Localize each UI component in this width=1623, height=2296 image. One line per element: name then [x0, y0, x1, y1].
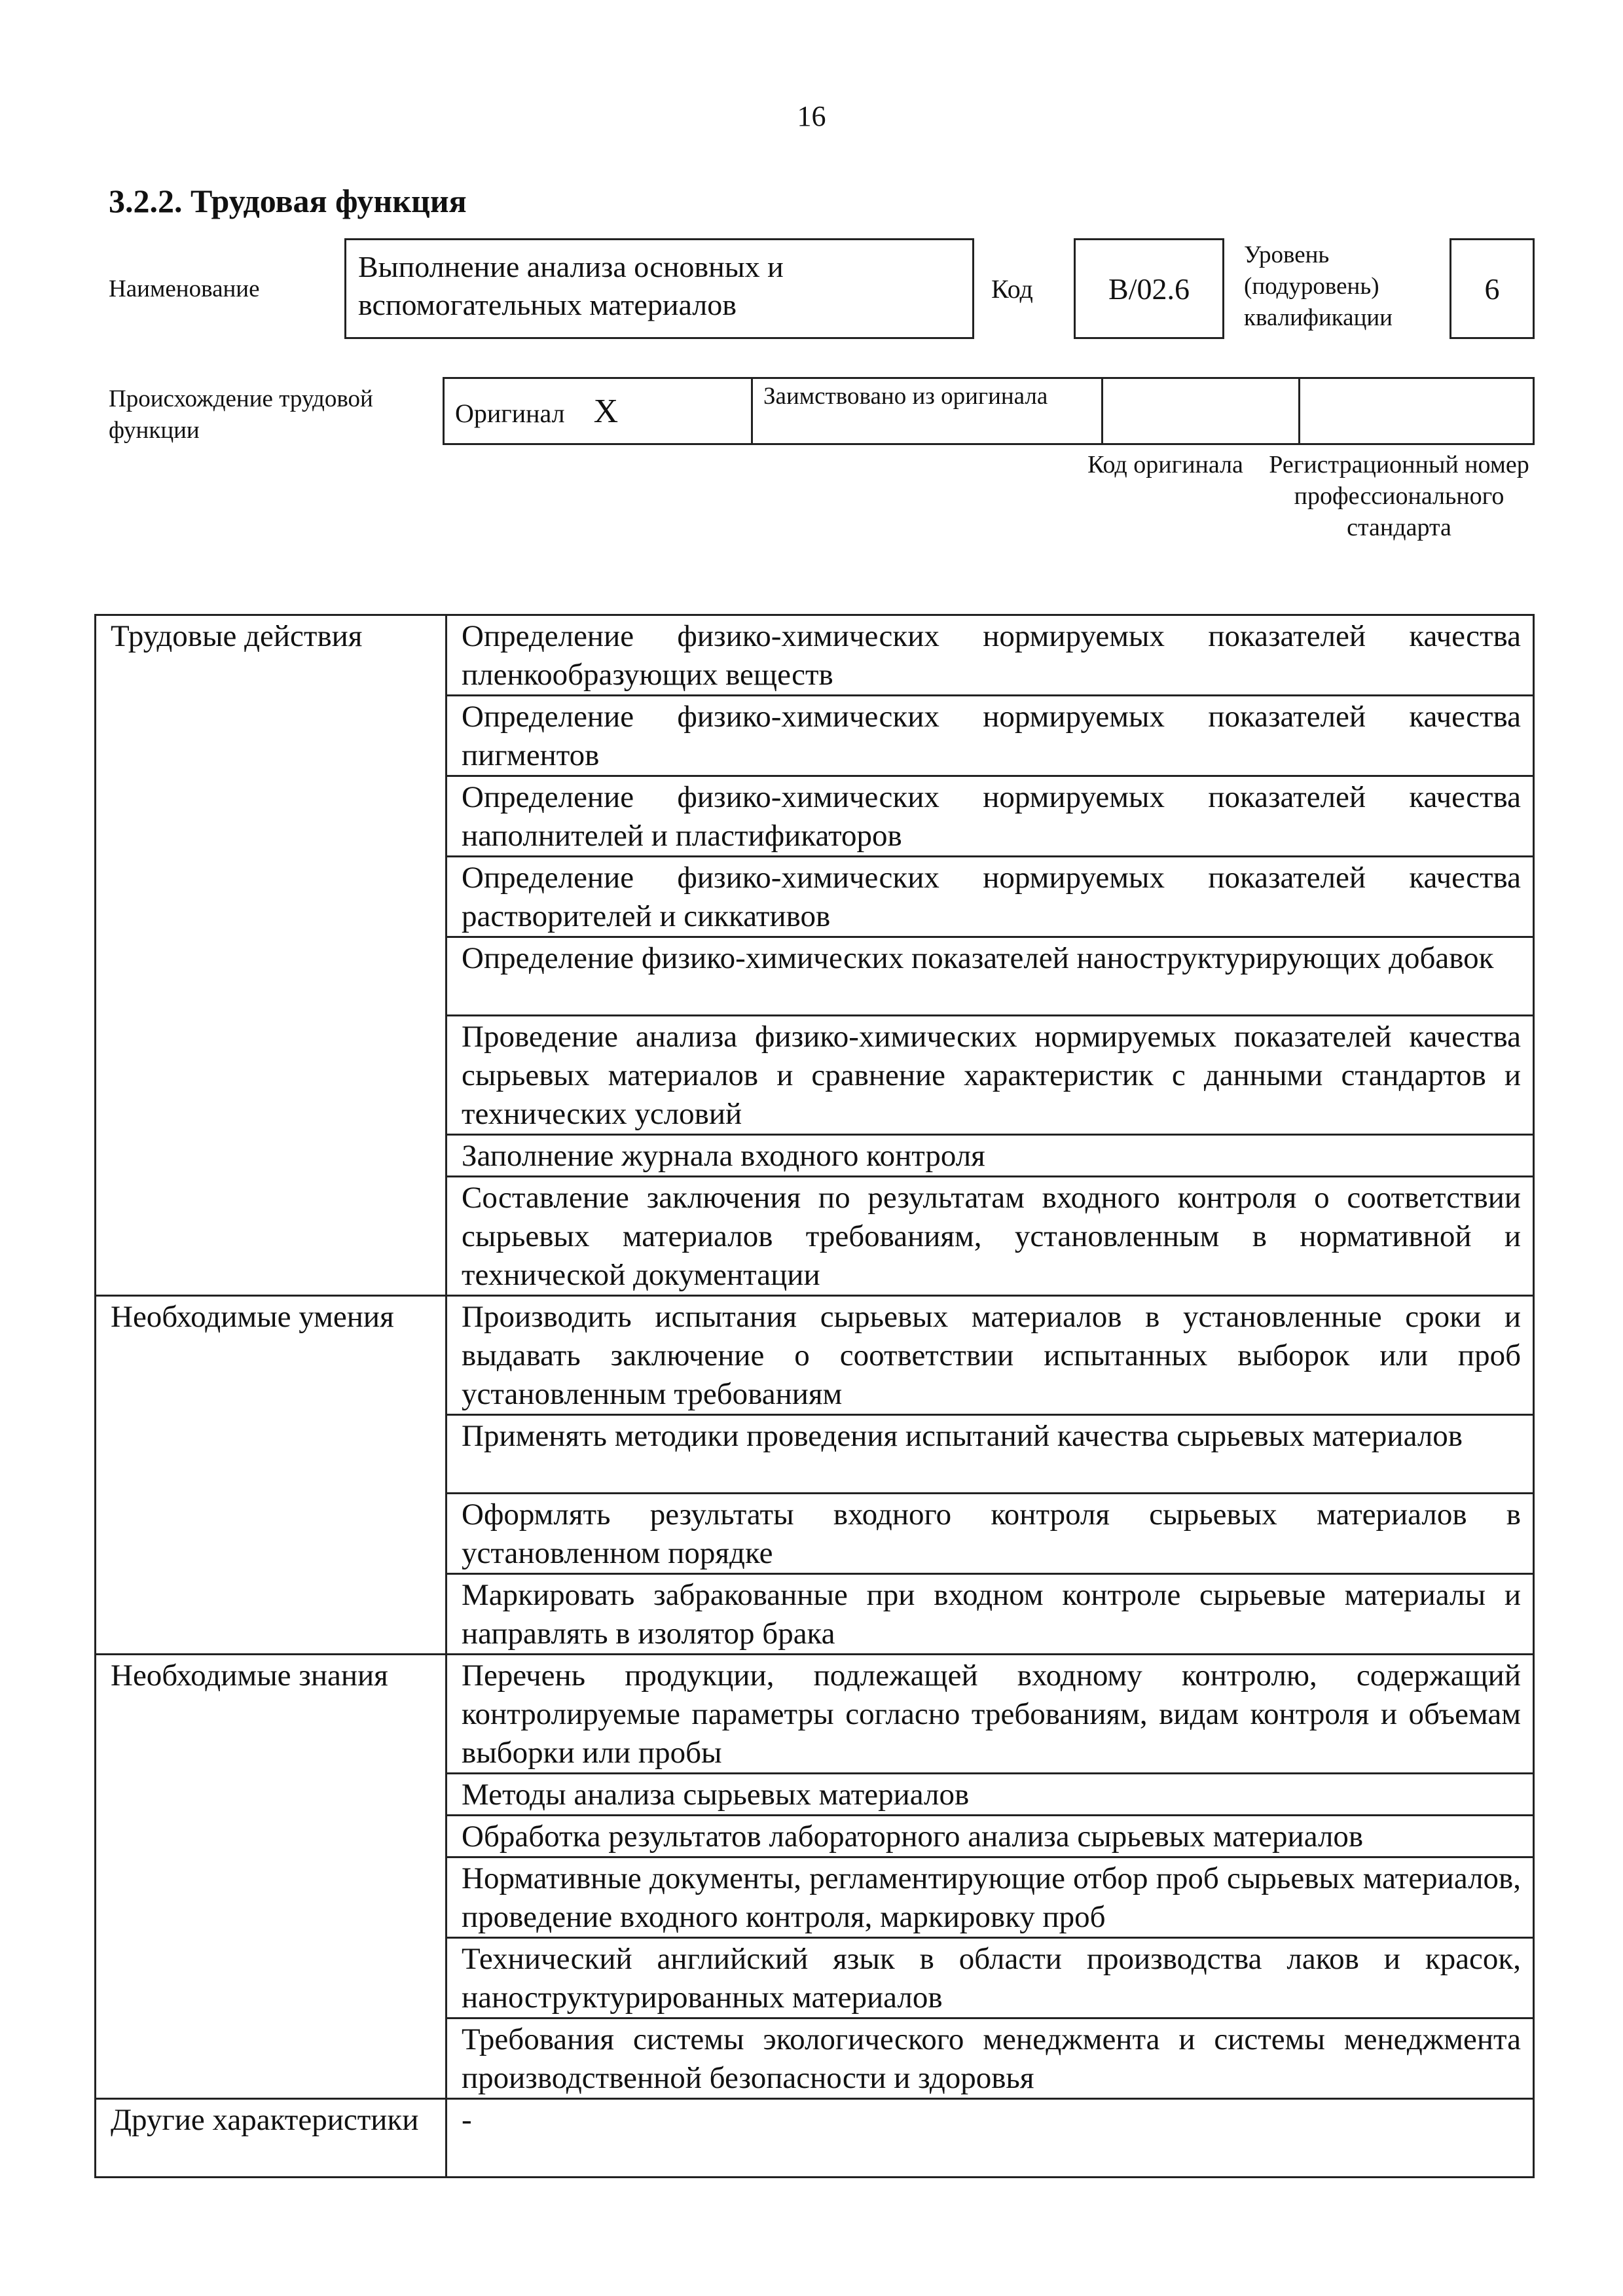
- table-row: Требования системы экологического менеджмента и системы менеджмента производственной безопасности и здоровья: [447, 2018, 1534, 2099]
- origin-label: Происхождение трудовой функции: [109, 386, 373, 444]
- code-label: Код: [991, 274, 1033, 304]
- section-label-actions: Трудовые действия: [96, 615, 447, 1296]
- original-label: Оригинал: [455, 398, 565, 428]
- table-row: Нормативные документы, регламентирующие отбор проб сырьевых материалов, проведение входного контроля, маркировку проб: [447, 1857, 1534, 1938]
- name-label: Наименование: [109, 276, 260, 302]
- section-label-knowledge: Необходимые знания: [96, 1655, 447, 2099]
- table-row: Составление заключения по результатам входного контроля о соответствии сырьевых материалов требованиям, установленным в нормативной и технической документации: [447, 1177, 1534, 1296]
- table-row: Технический английский язык в области производства лаков и красок, наноструктурированных материалов: [447, 1938, 1534, 2018]
- table-row: Определение физико-химических нормируемых показателей качества пленкообразующих веществ: [447, 615, 1534, 696]
- table-row: -: [447, 2099, 1534, 2178]
- reg-number-cell: [1300, 378, 1534, 444]
- table-row: Перечень продукции, подлежащей входному контролю, содержащий контролируемые параметры согласно требованиям, видам контроля и объемам выборки или пробы: [447, 1655, 1534, 1774]
- origin-table: [443, 377, 1535, 445]
- page-number: 16: [797, 100, 826, 132]
- table-row: Оформлять результаты входного контроля сырьевых материалов в установленном порядке: [447, 1494, 1534, 1574]
- level-box: 6: [1450, 238, 1535, 339]
- table-row: Маркировать забракованные при входном контроле сырьевые материалы и направлять в изолятор брака: [447, 1574, 1534, 1655]
- table-row: Определение физико-химических нормируемых показателей качества пигментов: [447, 696, 1534, 776]
- borrowed-cell: Заимствовано из оригинала: [752, 378, 1103, 444]
- original-cell: [444, 378, 752, 444]
- section-label-other: Другие характеристики: [96, 2099, 447, 2178]
- table-row: Определение физико-химических показателей наноструктурирующих добавок: [447, 937, 1534, 1016]
- code-box: B/02.6: [1074, 238, 1224, 339]
- table-row: Заполнение журнала входного контроля: [447, 1135, 1534, 1177]
- function-name-box: Выполнение анализа основных и вспомогательных материалов: [344, 238, 974, 339]
- main-table: [94, 614, 1535, 2178]
- original-code-caption: Код оригинала: [1087, 451, 1243, 478]
- table-row: Определение физико-химических нормируемых показателей качества растворителей и сиккативов: [447, 857, 1534, 937]
- reg-number-caption: Регистрационный номер профессионального стандарта: [1269, 451, 1529, 541]
- table-row: Определение физико-химических нормируемых показателей качества наполнителей и пластификаторов: [447, 776, 1534, 857]
- section-label-skills: Необходимые умения: [96, 1296, 447, 1655]
- level-label: Уровень (подуровень) квалификации: [1244, 242, 1393, 331]
- table-row: Производить испытания сырьевых материалов в установленные сроки и выдавать заключение о соответствии испытанных выборок или проб установленным требованиям: [447, 1296, 1534, 1415]
- original-mark: X: [593, 392, 619, 430]
- table-row: Обработка результатов лабораторного анализа сырьевых материалов: [447, 1816, 1534, 1857]
- table-row: Проведение анализа физико-химических нормируемых показателей качества сырьевых материалов и сравнение характеристик с данными стандартов и технических условий: [447, 1016, 1534, 1135]
- table-row: Методы анализа сырьевых материалов: [447, 1774, 1534, 1816]
- section-title: 3.2.2. Трудовая функция: [109, 183, 467, 219]
- table-row: Применять методики проведения испытаний качества сырьевых материалов: [447, 1415, 1534, 1494]
- original-code-cell: [1103, 378, 1300, 444]
